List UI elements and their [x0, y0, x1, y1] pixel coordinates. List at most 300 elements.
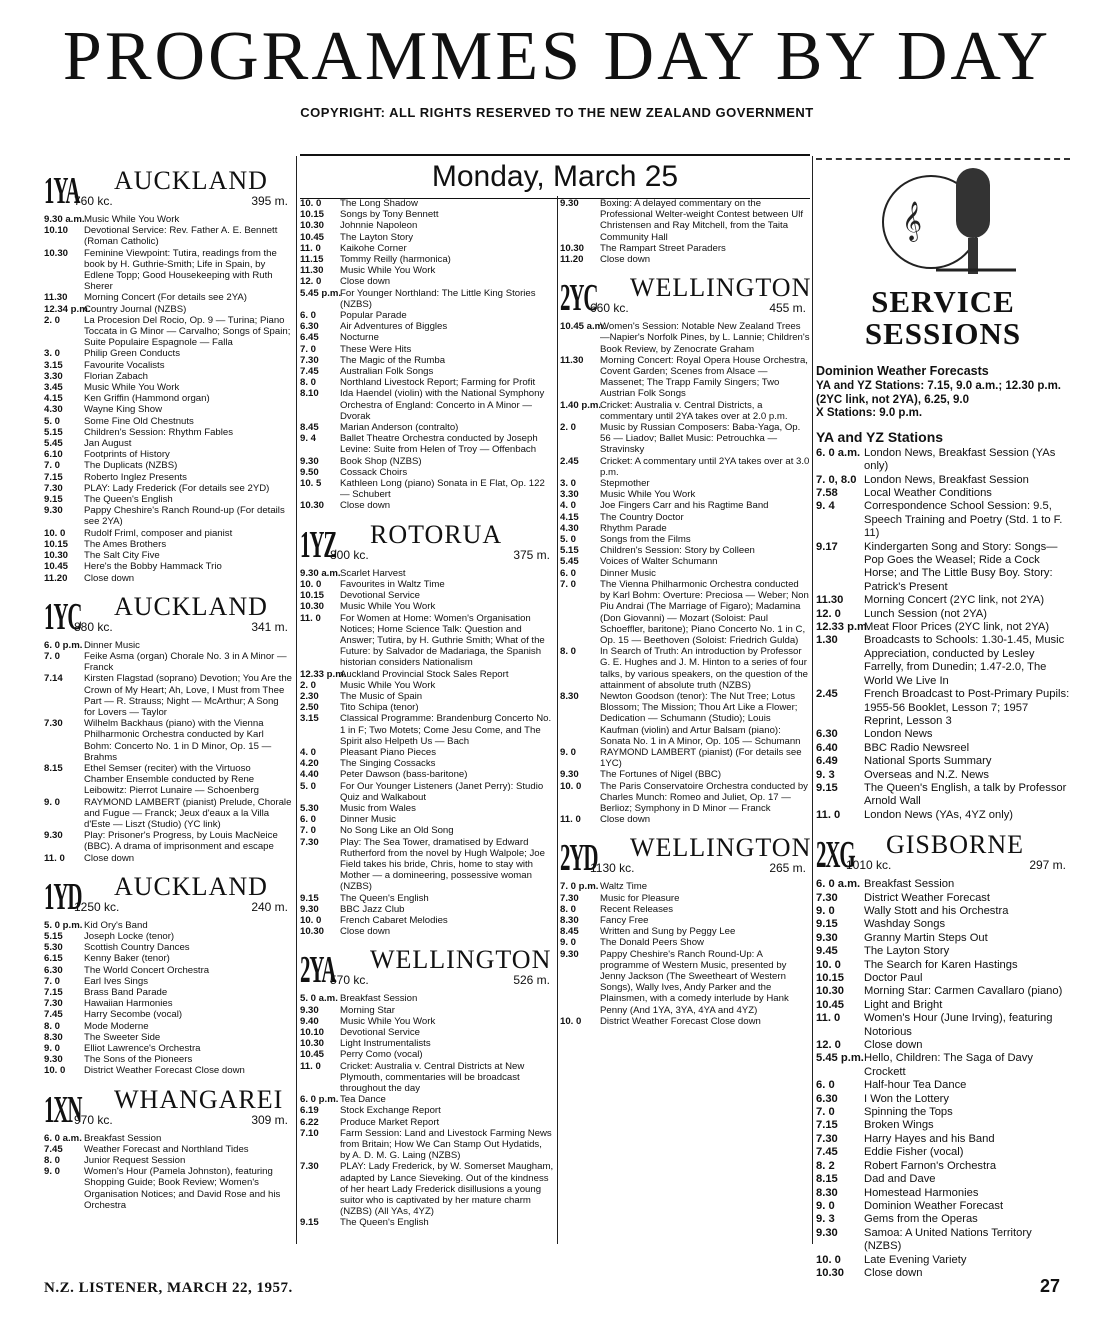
service-title: SERVICE [871, 284, 1015, 319]
station-frequency: 800 kc. [330, 547, 369, 562]
schedule-time: 9.30 [44, 505, 63, 517]
schedule-row [300, 332, 554, 343]
schedule-programme: Footprints of History [84, 449, 170, 461]
schedule-row [300, 276, 554, 287]
schedule-time: 8. 0 [300, 377, 317, 389]
schedule-programme: Play: The Sea Tower, dramatised by Edward Rutherford from the novel by Hugh Walpole; Joe Field takes his bride, Chris, home to stay with Mother — a domineering, possessive woman (NZBS) [340, 836, 545, 893]
schedule-time: 9.15 [300, 892, 319, 904]
schedule-row [816, 1227, 1070, 1254]
schedule-programme: Popular Parade [340, 310, 407, 322]
schedule-row [560, 904, 810, 915]
schedule-time: 7. 0 [44, 650, 61, 662]
schedule-row [300, 456, 554, 467]
schedule-programme: Ken Griffin (Hammond organ) [84, 393, 210, 405]
schedule-programme: Overseas and N.Z. News [864, 768, 989, 781]
schedule-row [560, 915, 810, 926]
schedule-row [300, 366, 554, 377]
schedule-programme: London News, Breakfast Session (YAs only) [864, 446, 1056, 473]
schedule-row [44, 920, 292, 931]
schedule-time: 6.19 [300, 1105, 319, 1117]
schedule-row [300, 590, 554, 601]
schedule-time: 11. 0 [300, 612, 321, 624]
station-city: AUCKLAND [114, 166, 268, 195]
station-frequency: 660 kc. [590, 301, 629, 316]
schedule-programme: Local Weather Conditions [864, 487, 992, 499]
schedule-programme: Farm Session: Land and Livestock Farming News from Britain; How We Can Stamp Out Hydatids, by A. D. M. G. Laing (NZBS) [340, 1127, 552, 1162]
schedule-row [44, 976, 292, 987]
schedule-programme: The Ames Brothers [84, 538, 167, 550]
schedule-row [44, 651, 292, 673]
schedule-programme: These Were Hits [340, 343, 412, 355]
schedule-time: 9.17 [816, 540, 838, 553]
schedule-time: 11. 0 [300, 242, 321, 254]
schedule-programme: RAYMOND LAMBERT (pianist) Prelude, Chorale and Fugue — Franck; Jeux d'eaux a la Villa d'Este — Liszt (Studio) (YC link) [84, 796, 292, 830]
schedule-row [300, 893, 554, 904]
schedule-time: 12. 0 [816, 607, 841, 620]
schedule-time: 8. 2 [816, 1159, 835, 1172]
schedule-row [560, 949, 810, 1016]
schedule-row [300, 993, 554, 1004]
station-callsign: 2YA [300, 949, 336, 992]
schedule-programme: Morning Star: Carmen Cavallaro (piano) [864, 985, 1063, 998]
schedule-programme: Earl Ives Sings [84, 975, 148, 987]
schedule-programme: Washday Songs [864, 918, 946, 931]
schedule-time: 2.50 [300, 702, 319, 714]
schedule-time: 12.33 p.m. [300, 668, 347, 680]
schedule-time: 11. 0 [816, 1012, 841, 1025]
schedule-row [44, 248, 292, 293]
schedule-programme: Stepmother [600, 478, 650, 490]
schedule-time: 10.30 [300, 601, 325, 613]
schedule-row [44, 797, 292, 831]
schedule-time: 6. 0 [300, 814, 317, 826]
schedule-time: 5. 0 [300, 780, 317, 792]
schedule-time: 1.30 [816, 634, 838, 647]
schedule-row [44, 987, 292, 998]
schedule-programme: Women's Hour (Pamela Johnston), featuring Shopping Guide; Book Review; Women's Organisation Notices; and David Rose and his Orchestra [84, 1166, 281, 1211]
schedule-time: 6. 0 p.m. [44, 639, 83, 651]
schedule-row [560, 1016, 810, 1027]
schedule-time: 11. 0 [560, 814, 581, 826]
schedule-time: 6. 0 a.m. [44, 1132, 82, 1144]
schedule-programme: Music for Pleasure [600, 892, 680, 904]
schedule-programme: PLAY: Lady Frederick (For details see 2YD) [84, 482, 270, 494]
schedule-time: 10.10 [44, 225, 69, 237]
schedule-programme: Close down [864, 1266, 923, 1279]
schedule-row [300, 691, 554, 702]
schedule-programme: The Queen's English [84, 494, 173, 506]
schedule-programme: Waltz Time [600, 881, 648, 893]
schedule-time: 6.10 [44, 449, 63, 461]
schedule-programme: Dinner Music [340, 814, 396, 826]
schedule-programme: Pappy Cheshire's Ranch Round-up (For details see 2YA) [84, 505, 285, 528]
schedule-programme: Broken Wings [864, 1119, 934, 1132]
schedule-row [560, 937, 810, 948]
schedule-row [816, 474, 1070, 487]
schedule-programme: The Queen's English [340, 892, 429, 904]
schedule-programme: Ida Haendel (violin) with the National Symphony Orchestra of England: Concerto in A Minor — Dvorak [340, 388, 545, 422]
schedule-time: 9.30 [44, 1054, 63, 1066]
schedule-programme: Johnnie Napoleon [340, 220, 418, 232]
schedule-time: 7. 0 [816, 1106, 835, 1119]
schedule-time: 4.15 [44, 393, 63, 405]
schedule-programme: Songs from the Films [600, 534, 691, 546]
schedule-programme: Morning Concert (For details see 2YA) [84, 292, 247, 304]
schedule-programme: Kathleen Long (piano) Sonata in E Flat, Op. 122 — Schubert [340, 478, 545, 501]
schedule-programme: I Won the Lottery [864, 1092, 949, 1105]
schedule-row [560, 893, 810, 904]
schedule-time: 2.30 [300, 690, 319, 702]
schedule-time: 10.45 [300, 231, 325, 243]
schedule-time: 2. 0 [300, 679, 317, 691]
column-1 [44, 158, 292, 1211]
schedule-time: 10. 0 [44, 527, 66, 539]
station-frequency: 1250 kc. [74, 899, 120, 914]
schedule-row [560, 545, 810, 556]
schedule-time: 10. 0 [816, 958, 841, 971]
schedule-time: 11. 0 [300, 1060, 321, 1072]
schedule-time: 8.45 [560, 926, 579, 938]
schedule-programme: Women's Session: Notable New Zealand Trees—Napier's Norfolk Pines, by L. Lannie; Children's Book Review, by Zenocrate Graham [600, 321, 810, 355]
schedule-programme: Homestead Harmonies [864, 1186, 979, 1199]
schedule-row [44, 640, 292, 651]
schedule-row [300, 613, 554, 669]
schedule-row [816, 1187, 1070, 1200]
schedule-programme: Weather Forecast and Northland Tides [84, 1143, 249, 1155]
schedule-time: 7.45 [44, 1009, 63, 1021]
schedule-row [44, 1054, 292, 1065]
schedule-time: 7.30 [816, 891, 838, 904]
schedule-row [560, 456, 810, 478]
station-callsign: 1YZ [300, 523, 337, 566]
schedule-programme: Play: Prisoner's Progress, by Louis MacNeice (BBC). A drama of imprisonment and escape [84, 830, 278, 853]
station-city: AUCKLAND [114, 871, 268, 901]
schedule-row [816, 500, 1070, 540]
schedule-time: 9.30 [816, 931, 838, 944]
schedule-programme: Close down [864, 1039, 923, 1052]
schedule-row [300, 433, 554, 455]
schedule-row [560, 534, 810, 545]
schedule-time: 5.15 [44, 426, 63, 438]
schedule-time: 9. 0 [560, 937, 577, 949]
schedule-programme: Roberto Inglez Presents [84, 471, 187, 483]
schedule-time: 6.15 [44, 953, 63, 965]
schedule-programme: For Younger Northland: The Little King Stories (NZBS) [340, 287, 536, 310]
schedule-row [816, 1254, 1070, 1267]
schedule-time: 7.30 [560, 892, 579, 904]
schedule-time: 4.30 [560, 522, 579, 534]
stations-heading: YA and YZ Stations [816, 428, 944, 445]
schedule-row [300, 803, 554, 814]
weather-times: YA and YZ Stations: 7.15, 9.0 a.m.; 12.30 p.m. (2YC link, not 2YA), 6.25, 9.0 [816, 380, 1062, 406]
schedule-programme: The Paris Conservatoire Orchestra conducted by Charles Munch: Romeo and Juliet, Op. 17 — Berlioz; Symphony in D Minor — Franck [600, 780, 808, 814]
schedule-row [816, 972, 1070, 985]
schedule-programme: Kid Ory's Band [84, 919, 148, 931]
station-wavelength: 240 m. [251, 899, 288, 914]
station-city: ROTORUA [370, 519, 503, 549]
schedule-row [44, 315, 292, 349]
schedule-time: 7. 0 [44, 975, 61, 987]
schedule-row [816, 932, 1070, 945]
station-callsign: 2XG [816, 834, 855, 877]
schedule-row [44, 494, 292, 505]
weather-heading: Dominion Weather Forecasts [816, 364, 989, 378]
schedule-time: 10.30 [816, 985, 844, 998]
schedule-time: 11.15 [300, 254, 324, 266]
schedule-programme: Tea Dance [340, 1094, 386, 1106]
schedule-row [300, 579, 554, 590]
schedule-row [300, 1016, 554, 1027]
schedule-row [300, 321, 554, 332]
station-callsign: 1XN [44, 1088, 82, 1131]
schedule-row [560, 814, 810, 825]
svg-text:𝄞: 𝄞 [902, 203, 923, 240]
schedule-row [300, 1005, 554, 1016]
schedule-time: 10. 0 [300, 914, 322, 926]
schedule-row [560, 646, 810, 691]
schedule-row [560, 321, 810, 355]
schedule-programme: Close down [340, 926, 391, 938]
schedule-programme: Auckland Provincial Stock Sales Report [340, 668, 509, 680]
schedule-programme: Dinner Music [600, 567, 656, 579]
schedule-programme: The Rampart Street Paraders [600, 242, 726, 254]
schedule-time: 12.33 p.m. [816, 621, 871, 634]
schedule-row [300, 1061, 554, 1095]
schedule-row [816, 608, 1070, 621]
schedule-programme: Dominion Weather Forecast [864, 1199, 1004, 1212]
schedule-row [44, 528, 292, 539]
schedule-row [300, 344, 554, 355]
schedule-programme: Granny Martin Steps Out [864, 931, 988, 944]
schedule-row [560, 556, 810, 567]
schedule-programme: Scottish Country Dances [84, 942, 190, 954]
schedule-programme: Recent Releases [600, 903, 674, 915]
schedule-row [816, 634, 1070, 688]
schedule-row [300, 254, 554, 265]
station-city: WHANGAREI [114, 1084, 284, 1114]
station-heading [560, 831, 810, 881]
schedule-programme: District Weather Forecast Close down [600, 1015, 761, 1027]
schedule-programme: Morning Concert: Royal Opera House Orchestra, Covent Garden; Scenes from Alsace — Massenet; The Trapp Family Singers; Two Austrian Folk Songs [600, 354, 808, 400]
schedule-programme: The Sweeter Side [84, 1031, 161, 1043]
schedule-programme: Perry Como (vocal) [340, 1049, 423, 1061]
schedule-row [44, 1144, 292, 1155]
service-title: SESSIONS [864, 316, 1022, 351]
schedule-time: 5.45 [44, 438, 63, 450]
column-rule [812, 156, 813, 1244]
schedule-row [300, 747, 554, 758]
schedule-programme: The World Concert Orchestra [84, 964, 210, 976]
schedule-time: 9.50 [300, 466, 319, 478]
schedule-time: 7. 0 [300, 343, 317, 355]
schedule-programme: Broadcasts to Schools: 1.30-1.45, Music Appreciation, conducted by Lesley Farrelly, from Dunedin; 1.47-2.0, The World We Live In [864, 634, 1065, 687]
schedule-time: 5.30 [300, 802, 319, 814]
schedule-row [44, 673, 292, 718]
schedule-row [560, 881, 810, 892]
schedule-programme: Breakfast Session [864, 878, 955, 891]
schedule-row [816, 742, 1070, 755]
schedule-time: 7.10 [300, 1127, 319, 1139]
schedule-programme: Breakfast Session [340, 993, 418, 1005]
schedule-programme: French Cabaret Melodies [340, 914, 448, 926]
schedule-row [44, 225, 292, 247]
schedule-row [44, 214, 292, 225]
schedule-row [44, 449, 292, 460]
schedule-programme: La Procesion Del Rocio, Op. 9 — Turina; Piano Toccata in G Minor — Carvalho; Songs of Spain; Suite Populaire Espagnole — Falla [84, 314, 291, 349]
schedule-time: 3.30 [44, 370, 63, 382]
schedule-time: 6.22 [300, 1116, 319, 1128]
schedule-time: 9.30 [300, 903, 319, 915]
schedule-row [560, 781, 810, 815]
schedule-row [560, 355, 810, 400]
schedule-time: 6.30 [816, 1092, 838, 1105]
schedule-programme: Meat Floor Prices (2YC link, not 2YA) [864, 621, 1050, 634]
schedule-row [816, 959, 1070, 972]
schedule-row [816, 1213, 1070, 1226]
schedule-time: 10.30 [300, 500, 325, 512]
schedule-time: 5.15 [560, 545, 579, 557]
station-city: GISBORNE [886, 830, 1025, 860]
schedule-time: 10.30 [300, 220, 325, 232]
schedule-programme: Florian Zabach [84, 370, 148, 382]
station-callsign: 1YA [44, 170, 80, 212]
station-callsign: 1YC [44, 595, 82, 638]
schedule-programme: Australian Folk Songs [340, 366, 434, 378]
schedule-programme: Tito Schipa (tenor) [340, 702, 419, 714]
schedule-time: 6. 0 [816, 1079, 835, 1092]
copyright-notice: COPYRIGHT: ALL RIGHTS RESERVED TO THE NEW ZEALAND GOVERNMENT [300, 105, 814, 120]
station-callsign: 2YD [560, 837, 598, 880]
schedule-programme: The Queen's English [340, 1217, 429, 1229]
schedule-row [44, 438, 292, 449]
schedule-programme: Junior Request Session [84, 1155, 186, 1167]
schedule-time: 9. 3 [816, 768, 835, 781]
schedule-programme: Brass Band Parade [84, 986, 168, 998]
schedule-time: 7.15 [44, 986, 63, 998]
schedule-time: 5. 0 p.m. [44, 919, 83, 931]
schedule-row [300, 500, 554, 511]
schedule-row [816, 447, 1070, 474]
schedule-time: 9.15 [44, 494, 63, 506]
schedule-programme: The Music of Spain [340, 690, 423, 702]
schedule-time: 12. 0 [816, 1039, 841, 1052]
schedule-row [816, 999, 1070, 1012]
schedule-time: 11.20 [44, 572, 68, 584]
station-callsign: 1YD [44, 875, 82, 918]
schedule-row [44, 1155, 292, 1166]
schedule-time: 12. 0 [300, 276, 322, 288]
schedule-row [560, 422, 810, 456]
schedule-programme: Hawaiian Harmonies [84, 998, 173, 1010]
schedule-time: 8. 0 [44, 1155, 61, 1167]
schedule-programme: Close down [340, 276, 391, 288]
schedule-time: 5.45 [560, 556, 579, 568]
station-wavelength: 526 m. [513, 973, 550, 988]
schedule-programme: Stock Exchange Report [340, 1105, 441, 1117]
schedule-row [300, 198, 554, 209]
schedule-row [816, 594, 1070, 607]
schedule-row [300, 232, 554, 243]
schedule-programme: The Search for Karen Hastings [864, 958, 1018, 971]
schedule-time: 6. 0 p.m. [300, 1094, 339, 1106]
schedule-time: 10.30 [300, 1038, 325, 1050]
schedule-programme: Kaikohe Corner [340, 242, 407, 254]
footer-publication: N.Z. LISTENER, MARCH 22, 1957. [44, 1280, 293, 1296]
schedule-row [44, 393, 292, 404]
schedule-time: 10.15 [300, 590, 325, 602]
schedule-time: 2. 0 [560, 422, 577, 434]
schedule-programme: No Song Like an Old Song [340, 825, 454, 837]
schedule-programme: Mode Moderne [84, 1020, 149, 1032]
schedule-row [816, 755, 1070, 768]
schedule-time: 6.30 [300, 321, 319, 333]
schedule-row [816, 782, 1070, 809]
schedule-programme: Morning Star [340, 1004, 395, 1016]
schedule-row [300, 904, 554, 915]
schedule-programme: The Singing Cossacks [340, 758, 436, 770]
schedule-row [300, 713, 554, 747]
schedule-time: 3.30 [560, 489, 579, 501]
schedule-row [816, 809, 1070, 822]
station-heading [44, 870, 292, 920]
schedule-row [560, 254, 810, 265]
schedule-time: 9.30 [560, 198, 579, 209]
schedule-programme: Eddie Fisher (vocal) [864, 1146, 964, 1159]
schedule-time: 2.45 [816, 688, 838, 701]
schedule-time: 11.30 [816, 594, 844, 607]
schedule-time: 6. 0 [300, 310, 317, 322]
schedule-time: 10.15 [44, 538, 69, 550]
schedule-programme: The Queen's English, a talk by Professor Arnold Wall [864, 781, 1067, 808]
schedule-time: 9.45 [816, 945, 838, 958]
schedule-row [300, 568, 554, 579]
schedule-row [300, 669, 554, 680]
schedule-programme: Breakfast Session [84, 1132, 162, 1144]
schedule-row [44, 830, 292, 852]
schedule-row [44, 304, 292, 315]
schedule-time: 4.15 [560, 511, 579, 523]
schedule-row [300, 1105, 554, 1116]
schedule-row [300, 388, 554, 422]
weather-times: X Stations: 9.0 p.m. [816, 407, 923, 420]
schedule-time: 9.15 [816, 918, 838, 931]
schedule-programme: Close down [84, 852, 135, 864]
schedule-programme: Hello, Children: The Saga of Davy Crockett [864, 1052, 1033, 1078]
schedule-programme: Ballet Theatre Orchestra conducted by Joseph Levine: Suite from Helen of Troy — Offenbach [340, 433, 538, 456]
schedule-programme: Cricket: A commentary until 2YA takes over at 3.0 p.m. [600, 455, 810, 478]
schedule-programme: Cricket: Australia v. Central Districts, a commentary until 2YA takes over at 2.0 p.m. [600, 399, 788, 422]
schedule-time: 12.34 p.m. [44, 303, 91, 315]
station-wavelength: 395 m. [251, 194, 288, 208]
schedule-programme: Jan August [84, 438, 132, 450]
schedule-row [300, 467, 554, 478]
schedule-row [560, 568, 810, 579]
schedule-time: 9. 0 [44, 796, 61, 808]
schedule-programme: Half-hour Tea Dance [864, 1079, 967, 1092]
schedule-row [816, 1093, 1070, 1106]
station-wavelength: 455 m. [769, 301, 806, 316]
station-heading [44, 1083, 292, 1133]
schedule-time: 8.15 [44, 762, 63, 774]
schedule-programme: Music While You Work [84, 214, 180, 225]
station-city: WELLINGTON [630, 833, 812, 863]
schedule-row [816, 892, 1070, 905]
column-rule [296, 156, 297, 1244]
schedule-row [560, 489, 810, 500]
schedule-programme: Correspondence School Session: 9.5, Speech Training and Poetry (Std. 1 to F. 11) [864, 500, 1063, 540]
schedule-row [816, 621, 1070, 634]
schedule-time: 9. 4 [300, 433, 317, 445]
